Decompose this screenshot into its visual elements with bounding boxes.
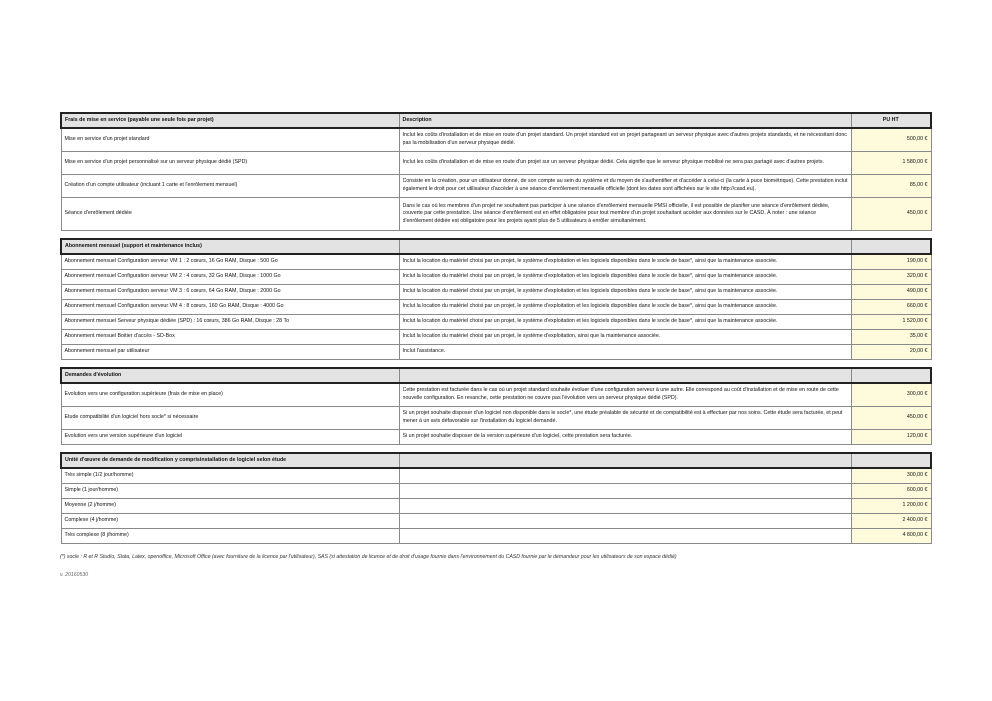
row-price: 500,00 €	[851, 128, 931, 152]
table-row	[61, 484, 931, 499]
table-row	[61, 152, 931, 175]
row-description	[399, 300, 851, 315]
row-price: 1 520,00 €	[851, 315, 931, 330]
column-description: Description	[399, 113, 851, 128]
row-description	[399, 383, 851, 407]
description-text: Inclut la location du matériel choisi par un projet, le système d'exploitation et les logiciels disponibles dans le socle de base*, ainsi que la maintenance associée.	[402, 318, 778, 325]
row-price: 1 580,00 €	[851, 152, 931, 175]
column-description	[399, 453, 851, 468]
row-description	[399, 128, 851, 152]
section-header	[61, 239, 931, 254]
row-label: Evolution vers une version supérieure d'un logiciel	[61, 430, 399, 445]
row-label: Simple (1 jour/homme)	[61, 484, 399, 499]
row-description	[399, 315, 851, 330]
row-label: Etude compatibilité d'un logiciel hors socle* si nécessaire	[61, 407, 399, 430]
table-row	[61, 468, 931, 484]
section-table	[60, 367, 932, 445]
row-label: Abonnement mensuel Configuration serveur VM 4 : 8 cœurs, 160 Go RAM, Disque : 4000 Go	[61, 300, 399, 315]
row-price: 450,00 €	[851, 198, 931, 231]
row-description	[399, 270, 851, 285]
section-header	[61, 113, 931, 128]
description-text: Inclut l'assistance.	[402, 348, 446, 355]
description-text: Inclut la location du matériel choisi par un projet, le système d'exploitation, ainsi que la maintenance associée.	[402, 333, 661, 340]
table-row	[61, 529, 931, 544]
row-label: Très simple (1/2 jour/homme)	[61, 468, 399, 484]
row-price: 300,00 €	[851, 468, 931, 484]
table-row	[61, 175, 931, 198]
version-label: v. 20160530	[60, 572, 89, 578]
row-description	[399, 345, 851, 360]
row-description	[399, 529, 851, 544]
row-price: 600,00 €	[851, 484, 931, 499]
table-row	[61, 345, 931, 360]
row-price: 300,00 €	[851, 383, 931, 407]
row-description	[399, 152, 851, 175]
table-row	[61, 330, 931, 345]
row-price: 85,00 €	[851, 175, 931, 198]
description-text: Inclut la location du matériel choisi par un projet, le système d'exploitation et les logiciels disponibles dans le socle de base*, ainsi que la maintenance associée.	[402, 273, 778, 280]
row-description	[399, 468, 851, 484]
row-label: Complexe (4 j/homme)	[61, 514, 399, 529]
row-price: 4 800,00 €	[851, 529, 931, 544]
row-label: Mise en service d'un projet personnalisé sur un serveur physique dédié (SPD)	[61, 152, 399, 175]
section-title: Unité d'œuvre de demande de modification y comprisinstallation de logiciel selon étude	[61, 453, 399, 468]
row-description	[399, 198, 851, 231]
column-price	[851, 453, 931, 468]
row-price: 320,00 €	[851, 270, 931, 285]
row-price: 490,00 €	[851, 285, 931, 300]
row-description	[399, 254, 851, 270]
row-label: Abonnement mensuel Configuration serveur VM 2 : 4 cœurs, 32 Go RAM, Disque : 1000 Go	[61, 270, 399, 285]
row-label: Mise en service d'un projet standard	[61, 128, 399, 152]
footnote: (*) socle : R et R Studio, Stata, Latex, openoffice, Microsoft Office (avec fourniture de la licence par l'utilisateur), SAS (si attestation de licence et de droit d'usage fournie dans l'environnement du CASD fournie par le demandeur pour les utilisateurs de son espace dédié)	[60, 554, 677, 560]
section-table	[60, 238, 932, 360]
description-text: Si un projet souhaite disposer de la version supérieure d'un logiciel, cette prestation sera facturée.	[402, 433, 633, 440]
section-header	[61, 453, 931, 468]
table-row	[61, 407, 931, 430]
description-text: Inclut la location du matériel choisi par un projet, le système d'exploitation et les logiciels disponibles dans le socle de base*, ainsi que la maintenance associée.	[402, 303, 778, 310]
row-price: 190,00 €	[851, 254, 931, 270]
price-sheet	[60, 112, 930, 544]
row-label: Séance d'enrôlement dédiée	[61, 198, 399, 231]
table-row	[61, 499, 931, 514]
row-description	[399, 407, 851, 430]
description-text: Inclut la location du matériel choisi par un projet, le système d'exploitation et les logiciels disponibles dans le socle de base*, ainsi que la maintenance associée.	[402, 288, 778, 295]
row-description	[399, 175, 851, 198]
table-row	[61, 383, 931, 407]
table-row	[61, 254, 931, 270]
description-text: Si un projet souhaite disposer d'un logiciel non disponible dans le socle*, une étude préalable de sécurité et de compatibilité est à effectuer par nos soins. Cette étude sera facturée, et peut mener à un avis défavorable sur l'installation du logiciel demandé.	[402, 410, 843, 424]
table-row	[61, 300, 931, 315]
section-title: Abonnement mensuel (support et maintenance inclus)	[61, 239, 399, 254]
row-price: 450,00 €	[851, 407, 931, 430]
row-label: Evolution vers une configuration supérieure (frais de mise en place)	[61, 383, 399, 407]
row-label: Moyenne (2 j/homme)	[61, 499, 399, 514]
table-row	[61, 514, 931, 529]
row-label: Abonnement mensuel par utilisateur	[61, 345, 399, 360]
description-text: Inclut les coûts d'installation et de mise en route d'un projet standard. Un projet standard est un projet partageant un serveur physique avec d'autres projets standards, et ne nécessitant donc pas la mobilisation d'un serveur physique dédié.	[402, 132, 847, 146]
row-description	[399, 499, 851, 514]
row-label: Création d'un compte utilisateur (incluant 1 carte et l'enrôlement mensuel)	[61, 175, 399, 198]
row-label: Très complexe (8 j/homme)	[61, 529, 399, 544]
table-row	[61, 128, 931, 152]
section-table	[60, 452, 932, 544]
table-row	[61, 315, 931, 330]
table-row	[61, 285, 931, 300]
section-table	[60, 112, 932, 231]
column-description	[399, 368, 851, 383]
section-title: Frais de mise en service (payable une seule fois par projet)	[61, 113, 399, 128]
row-price: 35,00 €	[851, 330, 931, 345]
column-description	[399, 239, 851, 254]
column-price	[851, 239, 931, 254]
row-label: Abonnement mensuel Configuration serveur VM 3 : 6 cœurs, 64 Go RAM, Disque : 2000 Go	[61, 285, 399, 300]
column-price: PU HT	[851, 113, 931, 128]
row-label: Abonnement mensuel Serveur physique dédiée (SPD) : 16 cœurs, 386 Go RAM, Disque : 28 To	[61, 315, 399, 330]
description-text: Inclut les coûts d'installation et de mise en route d'un projet sur un serveur physique dédié. Cela signifie que le serveur physique mobilisé ne sera pas partagé avec d'autres projets.	[402, 159, 824, 166]
table-row	[61, 430, 931, 445]
description-text: Cette prestation est facturée dans le cas où un projet standard souhaite évoluer d'une configuration serveur à une autre. Elle correspond au coût d'installation et de mise en route de cette nouvelle configuration. En revanche, cette prestation ne couvre pas l'évolution vers un serveur physique dédié (SPD).	[402, 387, 839, 401]
description-text: Inclut la location du matériel choisi par un projet, le système d'exploitation et les logiciels disponibles dans le socle de base*, ainsi que la maintenance associée.	[402, 258, 778, 265]
row-label: Abonnement mensuel Configuration serveur VM 1 : 2 cœurs, 16 Go RAM, Disque : 500 Go	[61, 254, 399, 270]
table-row	[61, 270, 931, 285]
row-price: 1 200,00 €	[851, 499, 931, 514]
row-description	[399, 514, 851, 529]
row-price: 660,00 €	[851, 300, 931, 315]
row-description	[399, 285, 851, 300]
row-price: 2 400,00 €	[851, 514, 931, 529]
row-description	[399, 430, 851, 445]
section-header	[61, 368, 931, 383]
description-text: Dans le cas où les membres d'un projet ne souhaitent pas participer à une séance d'enrôlement mensuelle PMSI officielle, il est possible de planifier une séance d'enrôlement dédiée, couverte par cette prestation. Une séance d'enrôlement est en effet obligatoire pour tout membre d'un projet souhaitant accéder aux données sur le CASD. À noter : une séance d'enrôlement dédiée est obligatoire pour les projets ayant plus de 5 utilisateurs à enrôler simultanément.	[402, 202, 830, 224]
table-row	[61, 198, 931, 231]
section-title: Demandes d'évolution	[61, 368, 399, 383]
row-price: 120,00 €	[851, 430, 931, 445]
description-text: Consiste en la création, pour un utilisateur donné, de son compte au sein du système et du moyen de s'authentifier et d'accéder à celui-ci (la carte à puce biométrique). Cette prestation inclut également le droit pour cet utilisateur d'accéder à une séance d'enrôlement mensuelle officielle (dont les dates sont affichées sur le site http://casd.eu).	[402, 178, 848, 192]
row-description	[399, 330, 851, 345]
row-description	[399, 484, 851, 499]
row-label: Abonnement mensuel Boitier d'accès - SD-Box	[61, 330, 399, 345]
column-price	[851, 368, 931, 383]
row-price: 20,00 €	[851, 345, 931, 360]
